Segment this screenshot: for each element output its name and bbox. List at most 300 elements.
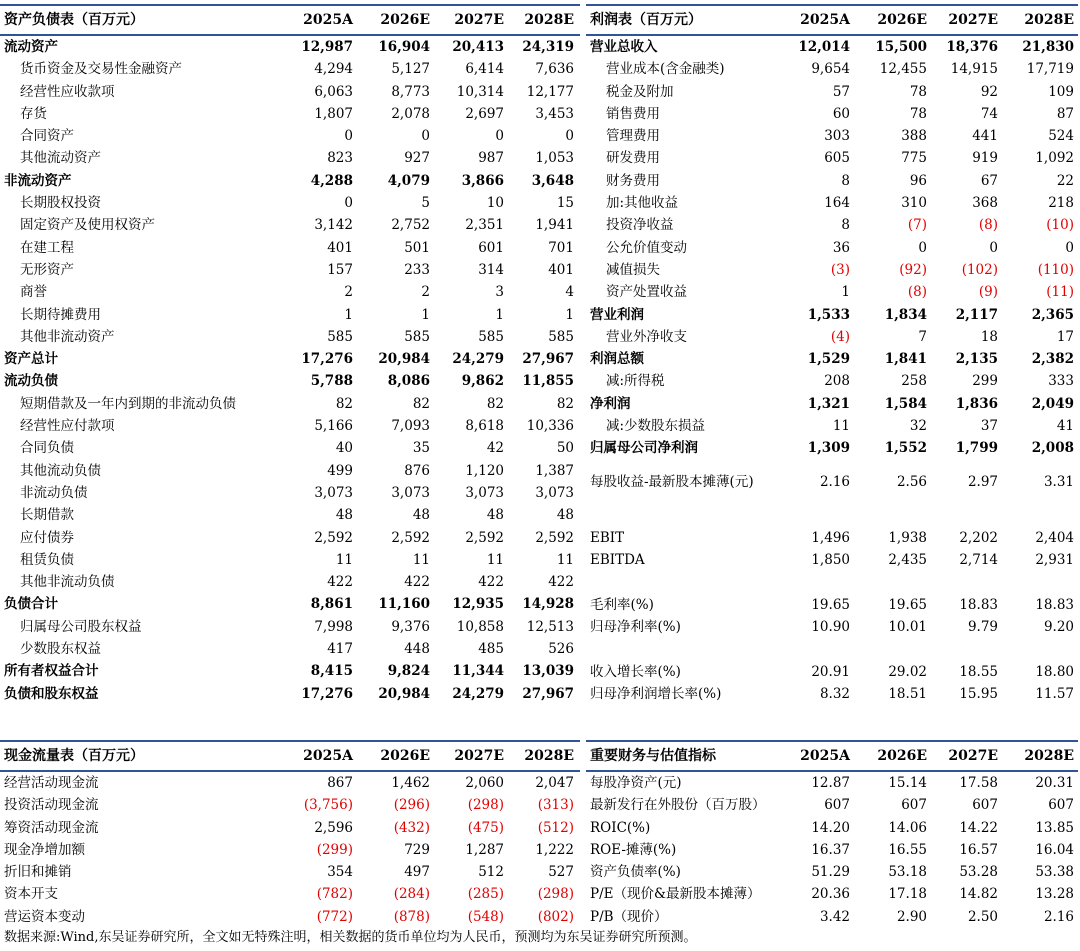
value-cell: 1	[841, 284, 850, 301]
value-cell: (878)	[393, 908, 430, 925]
value-cell: 157	[327, 261, 353, 278]
row-label: 长期股权投资	[20, 195, 101, 212]
value-cell: (296)	[393, 797, 430, 814]
value-cell: 0	[918, 239, 927, 256]
row-label: 减:少数股东损益	[606, 418, 706, 435]
value-cell: 21,830	[1022, 39, 1074, 55]
value-cell: 299	[972, 373, 998, 390]
row-label: 归属母公司净利润	[590, 440, 698, 457]
table-row	[586, 906, 1078, 928]
value-cell: 401	[327, 239, 353, 256]
year-header-2027e: 2027E	[454, 748, 504, 764]
value-cell: 40	[335, 440, 353, 457]
value-cell: 18,376	[946, 39, 998, 55]
value-cell: 2,931	[1035, 552, 1074, 569]
value-cell: 485	[478, 641, 504, 658]
year-header-2027e: 2027E	[454, 12, 504, 28]
table-row	[586, 594, 1078, 616]
value-cell: 512	[478, 864, 504, 881]
table-row	[586, 81, 1078, 103]
value-cell: 11.57	[1035, 686, 1074, 703]
value-cell: (299)	[316, 841, 353, 858]
row-label: 利润总额	[590, 351, 644, 368]
value-cell: 497	[404, 864, 430, 881]
value-cell: 11	[335, 551, 353, 568]
year-header-2028e: 2028E	[1024, 748, 1074, 764]
table-row	[0, 259, 580, 281]
value-cell: 876	[404, 462, 430, 479]
value-cell: 441	[972, 128, 998, 145]
table-row	[586, 36, 1078, 58]
value-cell: 1,387	[535, 462, 574, 479]
value-cell: 24,279	[452, 685, 504, 702]
value-cell: 2,404	[1035, 529, 1074, 546]
value-cell: 0	[421, 128, 430, 145]
row-label: EBITDA	[590, 552, 645, 569]
table-row	[0, 415, 580, 437]
value-cell: 1,807	[314, 105, 353, 122]
value-cell: (298)	[537, 886, 574, 903]
value-cell: 67	[980, 172, 998, 189]
value-cell: (4)	[830, 328, 850, 345]
value-cell: 12,987	[301, 39, 353, 55]
value-cell: 18.83	[959, 596, 998, 613]
value-cell: 208	[824, 373, 850, 390]
value-cell: 8,618	[465, 418, 504, 435]
row-label: 毛利率(%)	[590, 596, 654, 613]
value-cell: 701	[548, 239, 574, 256]
value-cell: 16.37	[811, 841, 850, 858]
row-label: 其他流动资产	[20, 150, 101, 167]
value-cell: 20,984	[378, 685, 430, 702]
value-cell: 501	[404, 239, 430, 256]
value-cell: 823	[327, 150, 353, 167]
value-cell: (8)	[907, 284, 927, 301]
table-row	[0, 36, 580, 58]
value-cell: 258	[901, 373, 927, 390]
row-label: ROE-摊薄(%)	[590, 841, 677, 858]
row-label: 减值损失	[606, 261, 660, 278]
value-cell: 314	[478, 261, 504, 278]
year-header-2025a: 2025A	[800, 748, 850, 764]
value-cell: 1	[565, 306, 574, 323]
value-cell: 333	[1048, 373, 1074, 390]
value-cell: 82	[556, 395, 574, 412]
row-label: 非流动负债	[20, 484, 88, 501]
value-cell: 20.91	[811, 663, 850, 680]
value-cell: 53.18	[888, 864, 927, 881]
value-cell: 14.82	[959, 886, 998, 903]
row-label: 资产处置收益	[606, 284, 687, 301]
value-cell: 4,079	[387, 172, 430, 189]
value-cell: 2,435	[888, 552, 927, 569]
value-cell: 2,060	[465, 775, 504, 791]
value-cell: 60	[832, 105, 850, 122]
value-cell: 2,714	[959, 552, 998, 569]
value-cell: 12,014	[798, 39, 850, 55]
value-cell: 11,160	[378, 596, 430, 613]
row-label: 归母净利率(%)	[590, 619, 681, 636]
value-cell: 19.65	[888, 596, 927, 613]
value-cell: 20.36	[811, 886, 850, 903]
value-cell: 37	[980, 418, 998, 435]
value-cell: 2	[344, 284, 353, 301]
year-header-2028e: 2028E	[524, 748, 574, 764]
row-label: 资产负债率(%)	[590, 864, 681, 881]
year-header-2026e: 2026E	[380, 12, 430, 28]
value-cell: 87	[1056, 105, 1074, 122]
value-cell: 14,928	[522, 596, 574, 613]
value-cell: 12,513	[526, 618, 574, 635]
year-header-2026e: 2026E	[877, 748, 927, 764]
row-label: 管理费用	[606, 128, 660, 145]
table-row	[0, 638, 580, 660]
value-cell: (313)	[537, 797, 574, 814]
value-cell: 14.22	[959, 819, 998, 836]
value-cell: 2,365	[1031, 306, 1074, 323]
value-cell: 2,592	[391, 529, 430, 546]
spacer-row	[586, 572, 1078, 594]
value-cell: 8	[841, 172, 850, 189]
value-cell: 9,862	[461, 373, 504, 390]
value-cell: 11	[412, 551, 430, 568]
table-row	[0, 906, 580, 928]
value-cell: 17,719	[1026, 61, 1074, 78]
value-cell: 6,063	[314, 83, 353, 100]
value-cell: 7,093	[391, 418, 430, 435]
value-cell: 17,276	[301, 351, 353, 368]
table-row	[0, 527, 580, 549]
table-row	[0, 683, 580, 705]
value-cell: 422	[548, 574, 574, 591]
value-cell: 422	[327, 574, 353, 591]
table-row	[586, 616, 1078, 638]
value-cell: 9.20	[1043, 619, 1074, 636]
table-row	[586, 661, 1078, 683]
row-label: 其他非流动负债	[20, 574, 115, 591]
value-cell: 2.50	[967, 908, 998, 925]
value-cell: 2,117	[955, 306, 998, 323]
table-row	[0, 616, 580, 638]
value-cell: 24,279	[452, 351, 504, 368]
value-cell: 1,584	[884, 395, 927, 412]
value-cell: 82	[412, 395, 430, 412]
row-label: P/E（现价&最新股本摊薄）	[590, 886, 761, 903]
value-cell: 2.90	[896, 908, 927, 925]
value-cell: 3	[495, 284, 504, 301]
value-cell: 57	[832, 83, 850, 100]
value-cell: 1,938	[888, 529, 927, 546]
value-cell: 607	[824, 797, 850, 814]
value-cell: (102)	[961, 261, 998, 278]
value-cell: 2,752	[391, 217, 430, 234]
table-row	[586, 817, 1078, 839]
table-row	[586, 839, 1078, 861]
value-cell: (284)	[393, 886, 430, 903]
value-cell: 11,344	[452, 663, 504, 680]
value-cell: 3,453	[535, 105, 574, 122]
row-label: P/B（现价）	[590, 908, 668, 925]
table-row	[586, 147, 1078, 169]
value-cell: 310	[901, 195, 927, 212]
value-cell: 2,592	[535, 529, 574, 546]
value-cell: 0	[495, 128, 504, 145]
table-row	[586, 103, 1078, 125]
value-cell: 78	[909, 83, 927, 100]
value-cell: 16,904	[378, 39, 430, 55]
row-label: 固定资产及使用权资产	[20, 217, 155, 234]
value-cell: 499	[327, 462, 353, 479]
row-label: 营业总收入	[590, 39, 658, 55]
value-cell: 607	[901, 797, 927, 814]
data-source-footnote: 数据来源:Wind,东吴证券研究所，全文如无特殊注明，相关数据的货币单位均为人民币，预测均为东吴证券研究所预测。	[4, 930, 697, 945]
row-label: 资产总计	[4, 351, 58, 368]
value-cell: 7	[918, 328, 927, 345]
table-row	[0, 437, 580, 459]
value-cell: 0	[344, 128, 353, 145]
value-cell: 303	[824, 128, 850, 145]
cash-flow-table	[0, 740, 580, 928]
value-cell: 16.57	[959, 841, 998, 858]
value-cell: 17,276	[301, 685, 353, 702]
row-label: 经营活动现金流	[4, 775, 99, 791]
value-cell: (432)	[393, 819, 430, 836]
value-cell: 2,382	[1031, 351, 1074, 368]
value-cell: (9)	[978, 284, 998, 301]
value-cell: 4	[565, 284, 574, 301]
value-cell: 448	[404, 641, 430, 658]
row-label: 净利润	[590, 395, 631, 412]
row-label: 营运资本变动	[4, 908, 85, 925]
value-cell: 11	[832, 418, 850, 435]
value-cell: (110)	[1037, 261, 1074, 278]
value-cell: 422	[404, 574, 430, 591]
table-row	[586, 192, 1078, 214]
value-cell: 13,039	[522, 663, 574, 680]
table-row	[0, 504, 580, 526]
value-cell: 0	[344, 195, 353, 212]
value-cell: 82	[335, 395, 353, 412]
table-row	[0, 549, 580, 571]
table-row	[586, 683, 1078, 705]
row-label: 最新发行在外股份（百万股）	[590, 797, 766, 814]
table-row	[0, 861, 580, 883]
table-row	[586, 415, 1078, 437]
table-row	[0, 393, 580, 415]
row-label: 非流动资产	[4, 172, 72, 189]
value-cell: 3,648	[531, 172, 574, 189]
value-cell: 2,049	[1031, 395, 1074, 412]
spacer-row	[586, 505, 1078, 527]
row-label: 长期待摊费用	[20, 306, 101, 323]
value-cell: 2,078	[391, 105, 430, 122]
table-row	[586, 861, 1078, 883]
value-cell: 987	[478, 150, 504, 167]
value-cell: 8	[841, 217, 850, 234]
value-cell: 9,376	[391, 618, 430, 635]
value-cell: 8,415	[310, 663, 353, 680]
row-label: 税金及附加	[606, 83, 674, 100]
value-cell: 2.16	[1043, 908, 1074, 925]
value-cell: 10,858	[456, 618, 504, 635]
value-cell: 422	[478, 574, 504, 591]
year-header-2025a: 2025A	[303, 748, 353, 764]
row-label: ROIC(%)	[590, 819, 651, 836]
value-cell: 388	[901, 128, 927, 145]
value-cell: 53.38	[1035, 864, 1074, 881]
row-label: 投资活动现金流	[4, 797, 99, 814]
row-label: 负债和股东权益	[4, 685, 99, 702]
value-cell: 10	[486, 195, 504, 212]
value-cell: 9,654	[811, 61, 850, 78]
value-cell: 585	[404, 328, 430, 345]
value-cell: 1,092	[1035, 150, 1074, 167]
value-cell: 3,142	[314, 217, 353, 234]
value-cell: 3,866	[461, 172, 504, 189]
year-header-2027e: 2027E	[948, 12, 998, 28]
year-header-2028e: 2028E	[524, 12, 574, 28]
value-cell: 1,836	[955, 395, 998, 412]
row-label: 流动负债	[4, 373, 58, 390]
table-row	[0, 304, 580, 326]
value-cell: 605	[824, 150, 850, 167]
value-cell: 109	[1048, 83, 1074, 100]
key-indicators-table	[586, 740, 1078, 928]
row-label: 财务费用	[606, 172, 660, 189]
table-row	[0, 237, 580, 259]
value-cell: 3.42	[819, 908, 850, 925]
value-cell: 1,287	[465, 841, 504, 858]
table-row	[586, 460, 1078, 505]
value-cell: 19.65	[811, 596, 850, 613]
value-cell: 7,636	[535, 61, 574, 78]
row-label: 其他流动负债	[20, 462, 101, 479]
value-cell: 48	[335, 507, 353, 524]
value-cell: 867	[327, 775, 353, 791]
table-header-row	[0, 4, 580, 36]
table-row	[0, 772, 580, 794]
table-row	[586, 304, 1078, 326]
value-cell: 2,592	[465, 529, 504, 546]
table-row	[0, 660, 580, 682]
value-cell: 12,177	[526, 83, 574, 100]
table-row	[0, 281, 580, 303]
table-row	[0, 214, 580, 236]
value-cell: 233	[404, 261, 430, 278]
value-cell: 18.55	[959, 663, 998, 680]
table-title: 重要财务与估值指标	[590, 748, 716, 764]
value-cell: 1,941	[535, 217, 574, 234]
row-label: 短期借款及一年内到期的非流动负债	[20, 395, 236, 412]
value-cell: 51.29	[811, 864, 850, 881]
value-cell: 1,834	[884, 306, 927, 323]
value-cell: (11)	[1046, 284, 1074, 301]
table-row	[0, 571, 580, 593]
value-cell: 11,855	[522, 373, 574, 390]
value-cell: 417	[327, 641, 353, 658]
row-label: 营业成本(含金融类)	[606, 61, 725, 78]
value-cell: 15	[556, 195, 574, 212]
value-cell: 8,773	[391, 83, 430, 100]
value-cell: 2,592	[314, 529, 353, 546]
row-label: 收入增长率(%)	[590, 663, 681, 680]
value-cell: 15,500	[875, 39, 927, 55]
value-cell: 585	[478, 328, 504, 345]
table-row	[586, 772, 1078, 794]
row-label: 长期借款	[20, 507, 74, 524]
value-cell: 5,788	[310, 373, 353, 390]
table-row	[0, 170, 580, 192]
value-cell: 1,120	[465, 462, 504, 479]
balance-sheet-table	[0, 4, 580, 705]
value-cell: 1,321	[807, 395, 850, 412]
row-label: 在建工程	[20, 239, 74, 256]
row-label: 其他非流动资产	[20, 328, 115, 345]
value-cell: 607	[1048, 797, 1074, 814]
value-cell: 10.90	[811, 619, 850, 636]
table-row	[0, 192, 580, 214]
value-cell: 927	[404, 150, 430, 167]
value-cell: 15.14	[888, 775, 927, 791]
value-cell: 0	[1065, 239, 1074, 256]
value-cell: 601	[478, 239, 504, 256]
value-cell: 2,596	[314, 819, 353, 836]
row-label: 应付债券	[20, 529, 74, 546]
value-cell: 12,935	[452, 596, 504, 613]
year-header-2025a: 2025A	[800, 12, 850, 28]
row-label: 经营性应收款项	[20, 83, 115, 100]
value-cell: (3,756)	[303, 797, 353, 814]
row-label: 归属母公司股东权益	[20, 618, 142, 635]
value-cell: (782)	[316, 886, 353, 903]
table-row	[0, 326, 580, 348]
row-label: 现金净增加额	[4, 841, 85, 858]
table-row	[586, 259, 1078, 281]
table-row	[0, 593, 580, 615]
value-cell: 4,294	[314, 61, 353, 78]
value-cell: 6,414	[465, 61, 504, 78]
value-cell: 16.55	[888, 841, 927, 858]
row-label: 合同负债	[20, 440, 74, 457]
table-row	[586, 393, 1078, 415]
value-cell: (8)	[978, 217, 998, 234]
value-cell: 3,073	[314, 484, 353, 501]
value-cell: 13.85	[1035, 819, 1074, 836]
value-cell: 17.18	[888, 886, 927, 903]
value-cell: 14,915	[950, 61, 998, 78]
value-cell: (285)	[467, 886, 504, 903]
value-cell: 354	[327, 864, 353, 881]
value-cell: (772)	[316, 908, 353, 925]
value-cell: 1,309	[807, 440, 850, 457]
table-title: 资产负债表（百万元）	[4, 12, 144, 28]
value-cell: 7,998	[314, 618, 353, 635]
row-label: 归母净利润增长率(%)	[590, 686, 722, 703]
value-cell: (92)	[899, 261, 927, 278]
row-label: 减:所得税	[606, 373, 665, 390]
value-cell: 96	[909, 172, 927, 189]
table-row	[586, 348, 1078, 370]
value-cell: 1	[344, 306, 353, 323]
table-row	[0, 794, 580, 816]
table-row	[0, 147, 580, 169]
table-row	[0, 58, 580, 80]
value-cell: 0	[989, 239, 998, 256]
row-label: 公允价值变动	[606, 239, 687, 256]
table-row	[586, 549, 1078, 571]
table-row	[586, 170, 1078, 192]
table-row	[586, 125, 1078, 147]
